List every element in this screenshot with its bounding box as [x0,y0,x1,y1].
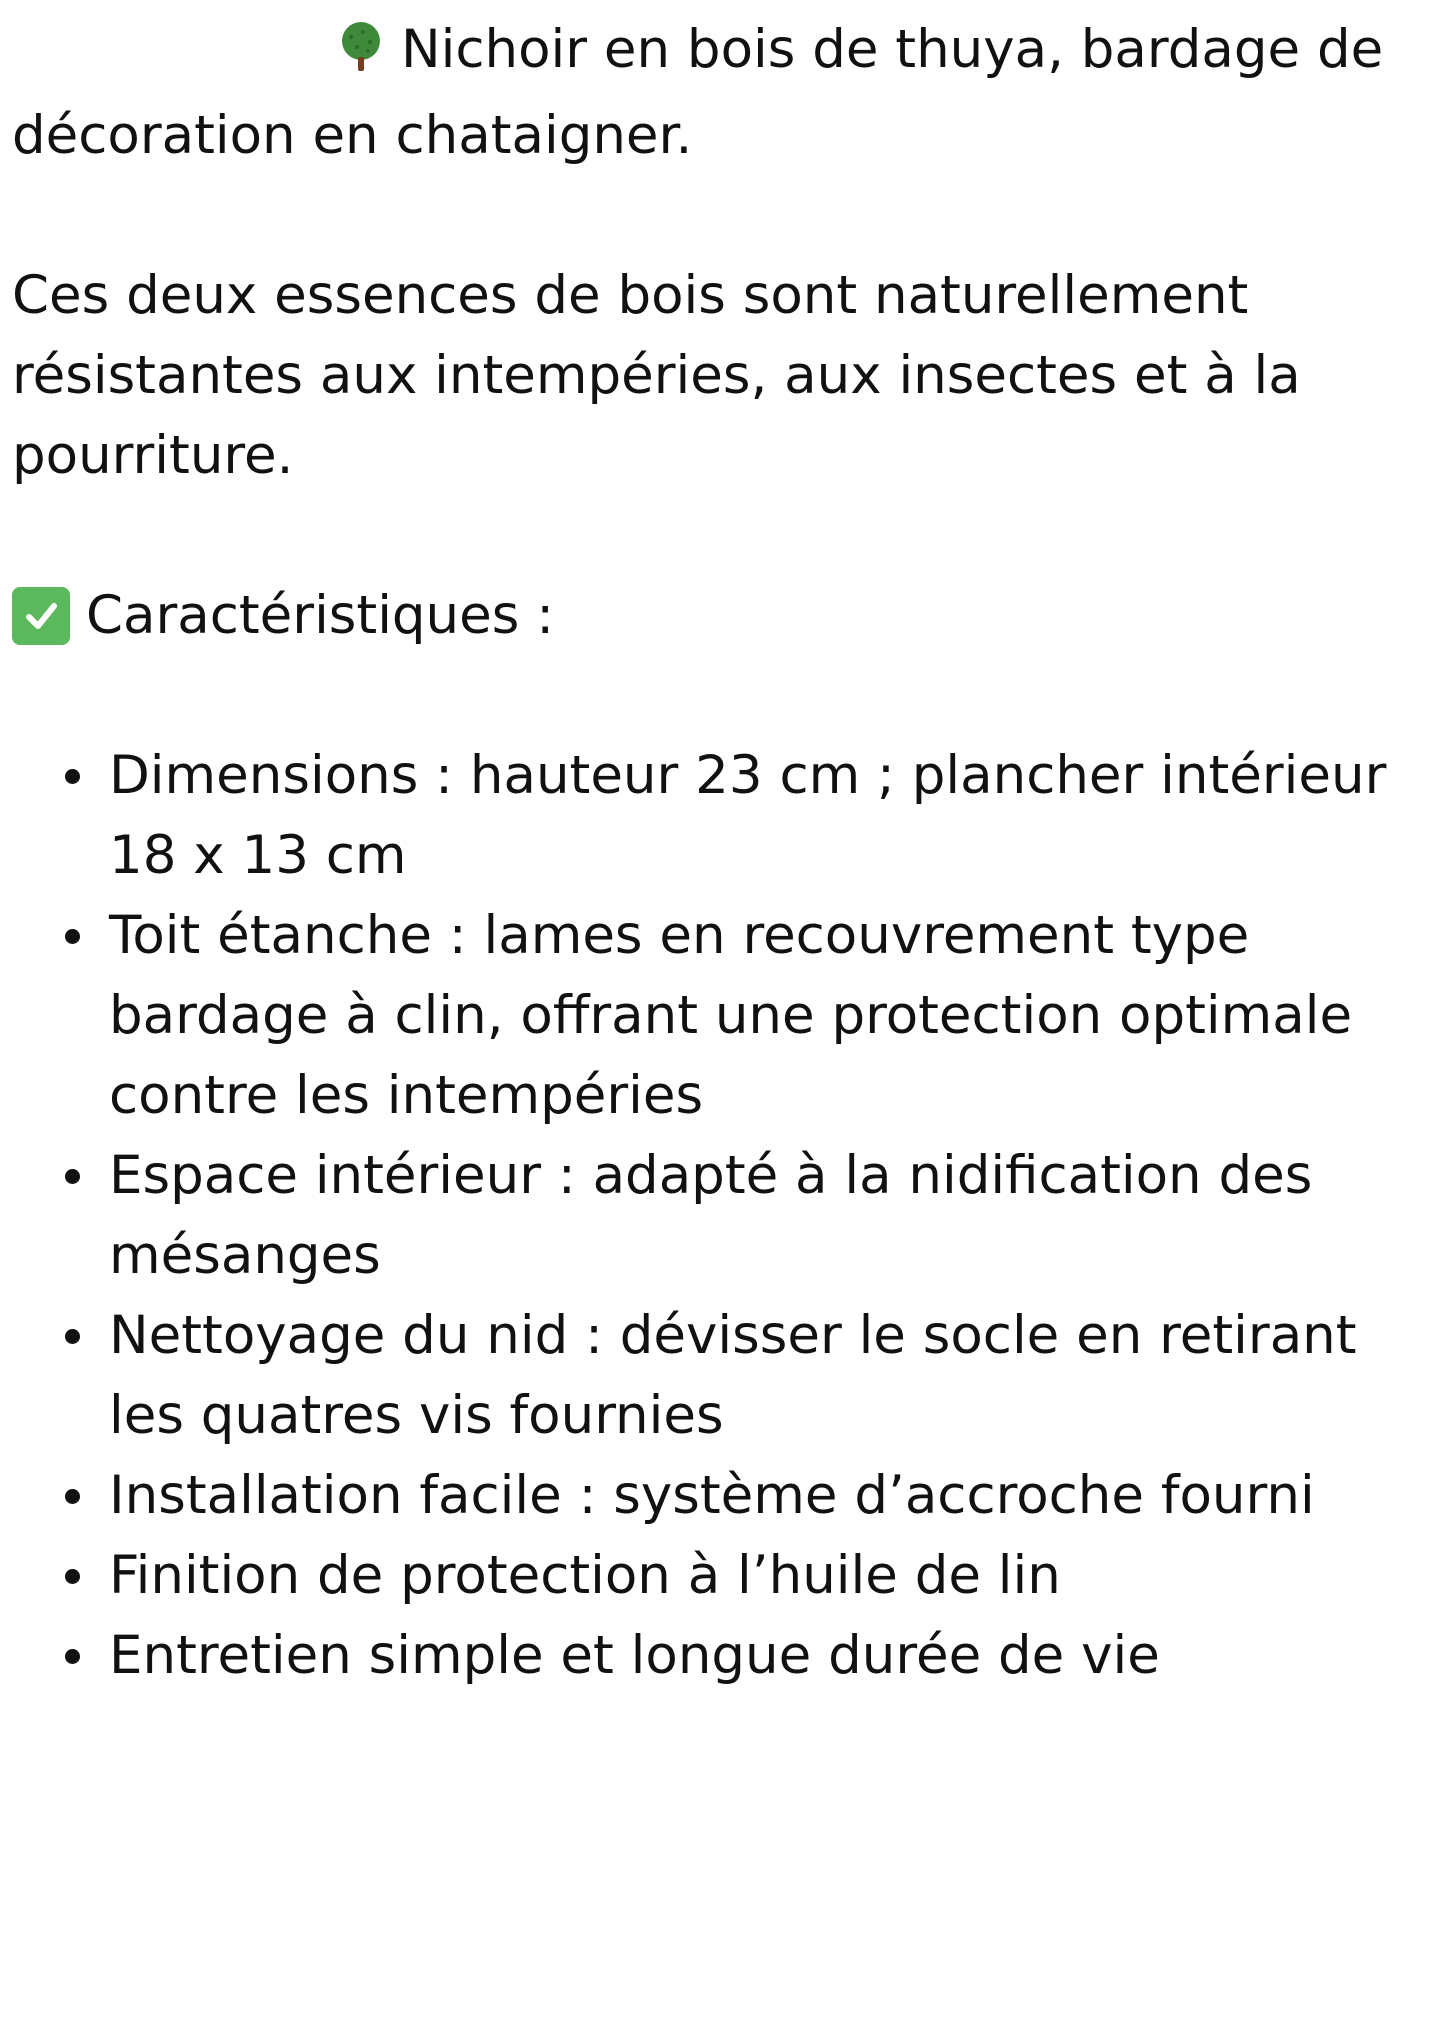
list-item-text: Espace intérieur : adapté à la nidification des mésanges [109,1145,1313,1286]
list-item [109,1536,1432,1616]
list-item [109,1296,1432,1456]
characteristics-title: Caractéristiques : [86,585,555,646]
list-item-text: Entretien simple et longue durée de vie [109,1625,1160,1686]
characteristics-heading [12,576,1432,656]
list-item-text: Finition de protection à l’huile de lin [109,1545,1061,1606]
list-item [109,896,1432,1136]
bullet-icon [65,769,80,784]
intro-line-2: décoration en chataigner. [12,105,693,166]
bullet-icon [65,1569,80,1584]
list-item-text: Nettoyage du nid : dévisser le socle en retirant les quatres vis fournies [109,1305,1357,1446]
list-item-text: Toit étanche : lames en recouvrement type bardage à clin, offrant une protection optimale contre les intempéries [109,905,1353,1126]
intro-line-1 [12,10,1432,96]
description-paragraph: Ces deux essences de bois sont naturellement résistantes aux intempéries, aux insectes et à la pourriture. [12,265,1301,486]
bullet-icon [65,1329,80,1344]
list-item [109,736,1432,896]
characteristics-list [12,736,1432,1696]
list-item [109,1616,1432,1696]
bullet-icon [65,1169,80,1184]
bullet-icon [65,1649,80,1664]
check-mark-icon [12,587,70,645]
tree-icon [337,16,385,96]
bullet-icon [65,929,80,944]
list-item [109,1456,1432,1536]
list-item [109,1136,1432,1296]
intro-text-1: Nichoir en bois de thuya, bardage de [401,19,1384,80]
bullet-icon [65,1489,80,1504]
product-description [12,10,1432,1696]
list-item-text: Installation facile : système d’accroche fourni [109,1465,1315,1526]
list-item-text: Dimensions : hauteur 23 cm ; plancher intérieur 18 x 13 cm [109,745,1387,886]
